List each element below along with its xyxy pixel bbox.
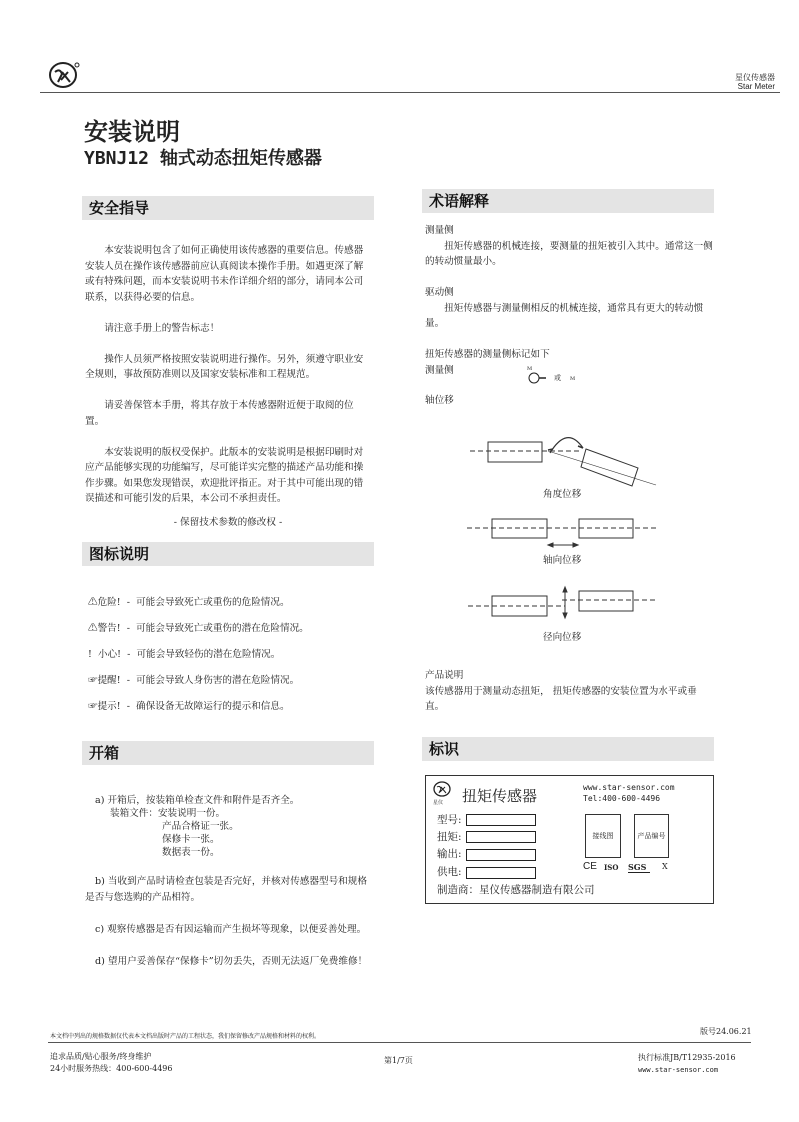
icon-text: 确保设备无故障运行的提示和信息。 bbox=[136, 701, 290, 712]
icon-row: ☞提示! - 确保设备无故障运行的提示和信息。 bbox=[88, 701, 290, 712]
radial-label: 径向位移 bbox=[543, 632, 582, 643]
term-desc: 扭矩传感器的机械连接，要测量的扭矩被引入其中。通常这一侧的转动惯量最小。 bbox=[425, 240, 713, 267]
unbox-c: c) 观察传感器是否有因运输而产生损坏等现象，以便妥善处理。 bbox=[95, 924, 367, 935]
field-label-torque: 扭矩: bbox=[437, 831, 462, 843]
field-label-output: 输出: bbox=[437, 848, 462, 860]
icon-label: 提示! bbox=[97, 701, 121, 712]
warning-icon: ⚠ bbox=[88, 623, 98, 634]
nameplate-contact bbox=[583, 782, 675, 804]
field-label-model: 型号: bbox=[437, 814, 462, 826]
mark-intro: 扭矩传感器的测量侧标记如下 bbox=[425, 349, 550, 360]
mark-side: 测量侧 bbox=[425, 364, 454, 376]
section-terms: 术语解释 bbox=[422, 189, 714, 213]
footer-hotline: 24小时服务热线：400-600-4496 bbox=[50, 1064, 173, 1073]
unboxing-text bbox=[85, 794, 371, 970]
footer-standard: 执行标准JB/T12935-2016 bbox=[638, 1053, 736, 1062]
field-model bbox=[466, 814, 536, 826]
icon-label: 小心! bbox=[97, 649, 122, 660]
sgs-mark-icon: SGS bbox=[628, 862, 650, 873]
unbox-file: 保修卡一张。 bbox=[162, 834, 220, 845]
nameplate-logo-text: 星仪 bbox=[433, 800, 444, 806]
pointing-hand-icon: ☞ bbox=[88, 675, 98, 686]
field-output bbox=[466, 849, 536, 861]
term-drive: 驱动侧 bbox=[425, 287, 454, 298]
warning-icon: ⚠ bbox=[88, 597, 98, 608]
nameplate-web: www.star-sensor.com bbox=[583, 783, 675, 792]
field-torque bbox=[466, 831, 536, 843]
footer-web: www.star-sensor.com bbox=[638, 1066, 719, 1074]
icon-text: 可能会导致死亡或重伤的潜在危险情况。 bbox=[136, 623, 309, 634]
nameplate-logo bbox=[432, 780, 454, 798]
footer-version: 版号24.06.21 bbox=[700, 1027, 752, 1036]
footer-slogan: 追求品质/贴心服务/终身维护 bbox=[50, 1052, 152, 1061]
disposal-mark-icon: X bbox=[662, 862, 668, 871]
serial-number-box: 产品编号 bbox=[634, 814, 669, 858]
icon-label: 警告! bbox=[97, 623, 121, 634]
safety-para: 请注意手册上的警告标志！ bbox=[104, 322, 220, 334]
page-subtitle: YBNJ12 轴式动态扭矩传感器 bbox=[84, 148, 322, 169]
unbox-a: a) 开箱后，按装箱单检查文件和附件是否齐全。 bbox=[95, 795, 300, 806]
measure-side-symbol bbox=[528, 372, 548, 384]
mark-m: M bbox=[527, 366, 533, 372]
term-desc: 扭矩传感器与测量侧相反的机械连接，通常具有更大的转动惯量。 bbox=[425, 302, 704, 329]
iso-mark-icon: ISO bbox=[604, 863, 619, 872]
wiring-diagram-box: 接线图 bbox=[585, 814, 621, 858]
nameplate-tel: Tel:400-600-4496 bbox=[583, 794, 661, 803]
icon-row: ⚠危险! - 可能会导致死亡或重伤的危险情况。 bbox=[88, 597, 290, 608]
unbox-d: d) 望用户妥善保存“保修卡”切勿丢失，否则无法返厂免费维修！ bbox=[95, 956, 368, 967]
misalign-heading: 轴位移 bbox=[425, 395, 454, 406]
safety-para: 本安装说明包含了如何正确使用该传感器的重要信息。传感器安装人员在操作该传感器前应认真阅读本操作手册。如遇更深了解或有特殊问题，而本安装说明书未作详细介绍的部分，请同本公司联系，以获得必要的信息。 bbox=[85, 245, 364, 303]
icon-row: ⚠警告! - 可能会导致死亡或重伤的潜在危险情况。 bbox=[88, 623, 309, 634]
footer-disclaimer: 本文档中列出的规格数据仅代表本文档出版时产品的工程状态，我们保留修改产品规格和材料的权利。 bbox=[50, 1033, 321, 1040]
icon-text: 可能会导致人身伤害的潜在危险情况。 bbox=[136, 675, 300, 686]
product-heading: 产品说明 bbox=[425, 670, 464, 681]
exclamation-icon: ! bbox=[88, 649, 98, 660]
mark-m-alt: M bbox=[570, 376, 576, 382]
unbox-file: 安装说明一份。 bbox=[157, 808, 226, 819]
nameplate-manufacturer: 制造商：星仪传感器制造有限公司 bbox=[437, 884, 595, 896]
section-icons: 图标说明 bbox=[82, 542, 374, 566]
safety-para: 操作人员须严格按照安装说明进行操作。另外，须遵守职业安全规则，事故预防准则以及国家安装标准和工程规范。 bbox=[85, 353, 364, 380]
axial-diagram bbox=[467, 519, 658, 547]
icon-text: 可能会导致轻伤的潜在危险情况。 bbox=[136, 649, 281, 660]
page-title: 安装说明 bbox=[84, 118, 180, 146]
field-label-power: 供电: bbox=[437, 866, 462, 878]
footer-left bbox=[50, 1051, 172, 1075]
footer-right bbox=[638, 1052, 736, 1076]
brand-cn: 星仪传感器 bbox=[735, 73, 775, 82]
section-unboxing: 开箱 bbox=[82, 741, 374, 765]
icon-row: ! 小心! - 可能会导致轻伤的潜在危险情况。 bbox=[88, 649, 281, 660]
safety-para: 请妥善保管本手册，将其存放于本传感器附近便于取阅的位置。 bbox=[85, 400, 354, 427]
ce-mark-icon: CE bbox=[583, 861, 597, 872]
safety-para: 本安装说明的版权受保护。此版本的安装说明是根据印刷时对应产品能够实现的功能编写，尽可能详实完整的描述产品功能和操作步骤。如果您发现错误，欢迎批评指正。对于其中可能出现的错误描述和可能引发的后果，本公司不承担责任。 bbox=[85, 446, 364, 504]
unbox-file: 数据表一份。 bbox=[162, 847, 220, 858]
product-desc bbox=[425, 668, 715, 715]
safety-text bbox=[85, 243, 371, 530]
field-power bbox=[466, 867, 536, 879]
unbox-b: b) 当收到产品时请检查包装是否完好，并核对传感器型号和规格是否与您选购的产品相符。 bbox=[85, 876, 367, 903]
radial-diagram bbox=[468, 587, 658, 618]
icon-row: ☞提醒! - 可能会导致人身伤害的潜在危险情况。 bbox=[88, 675, 300, 686]
product-text: 该传感器用于测量动态扭矩， 扭矩传感器的安装位置为水平或垂直。 bbox=[425, 685, 697, 712]
icon-label: 提醒! bbox=[97, 675, 121, 686]
company-logo bbox=[48, 60, 82, 90]
header-brand bbox=[735, 73, 775, 91]
icon-text: 可能会导致死亡或重伤的危险情况。 bbox=[136, 597, 290, 608]
mark-or: 或 bbox=[554, 374, 561, 382]
section-label: 标识 bbox=[422, 737, 714, 761]
angular-diagram bbox=[470, 438, 656, 486]
pointing-hand-icon: ☞ bbox=[88, 701, 98, 712]
icon-label: 危险! bbox=[97, 597, 121, 608]
brand-en: Star Meter bbox=[737, 82, 775, 91]
angular-label: 角度位移 bbox=[543, 489, 582, 500]
axial-label: 轴向位移 bbox=[543, 555, 582, 566]
unbox-file: 产品合格证一张。 bbox=[162, 821, 239, 832]
section-safety: 安全指导 bbox=[82, 196, 374, 220]
footer-rule bbox=[48, 1042, 751, 1043]
unbox-files-label: 装箱文件： bbox=[110, 808, 158, 819]
misalignment-diagram bbox=[420, 420, 720, 630]
terms-text bbox=[425, 223, 713, 378]
safety-note: - 保留技术参数的修改权 - bbox=[173, 516, 283, 528]
term-measure: 测量侧 bbox=[425, 225, 454, 236]
nameplate-title: 扭矩传感器 bbox=[462, 787, 538, 805]
header-rule bbox=[40, 92, 780, 93]
page-number: 第1/7页 bbox=[384, 1056, 413, 1065]
